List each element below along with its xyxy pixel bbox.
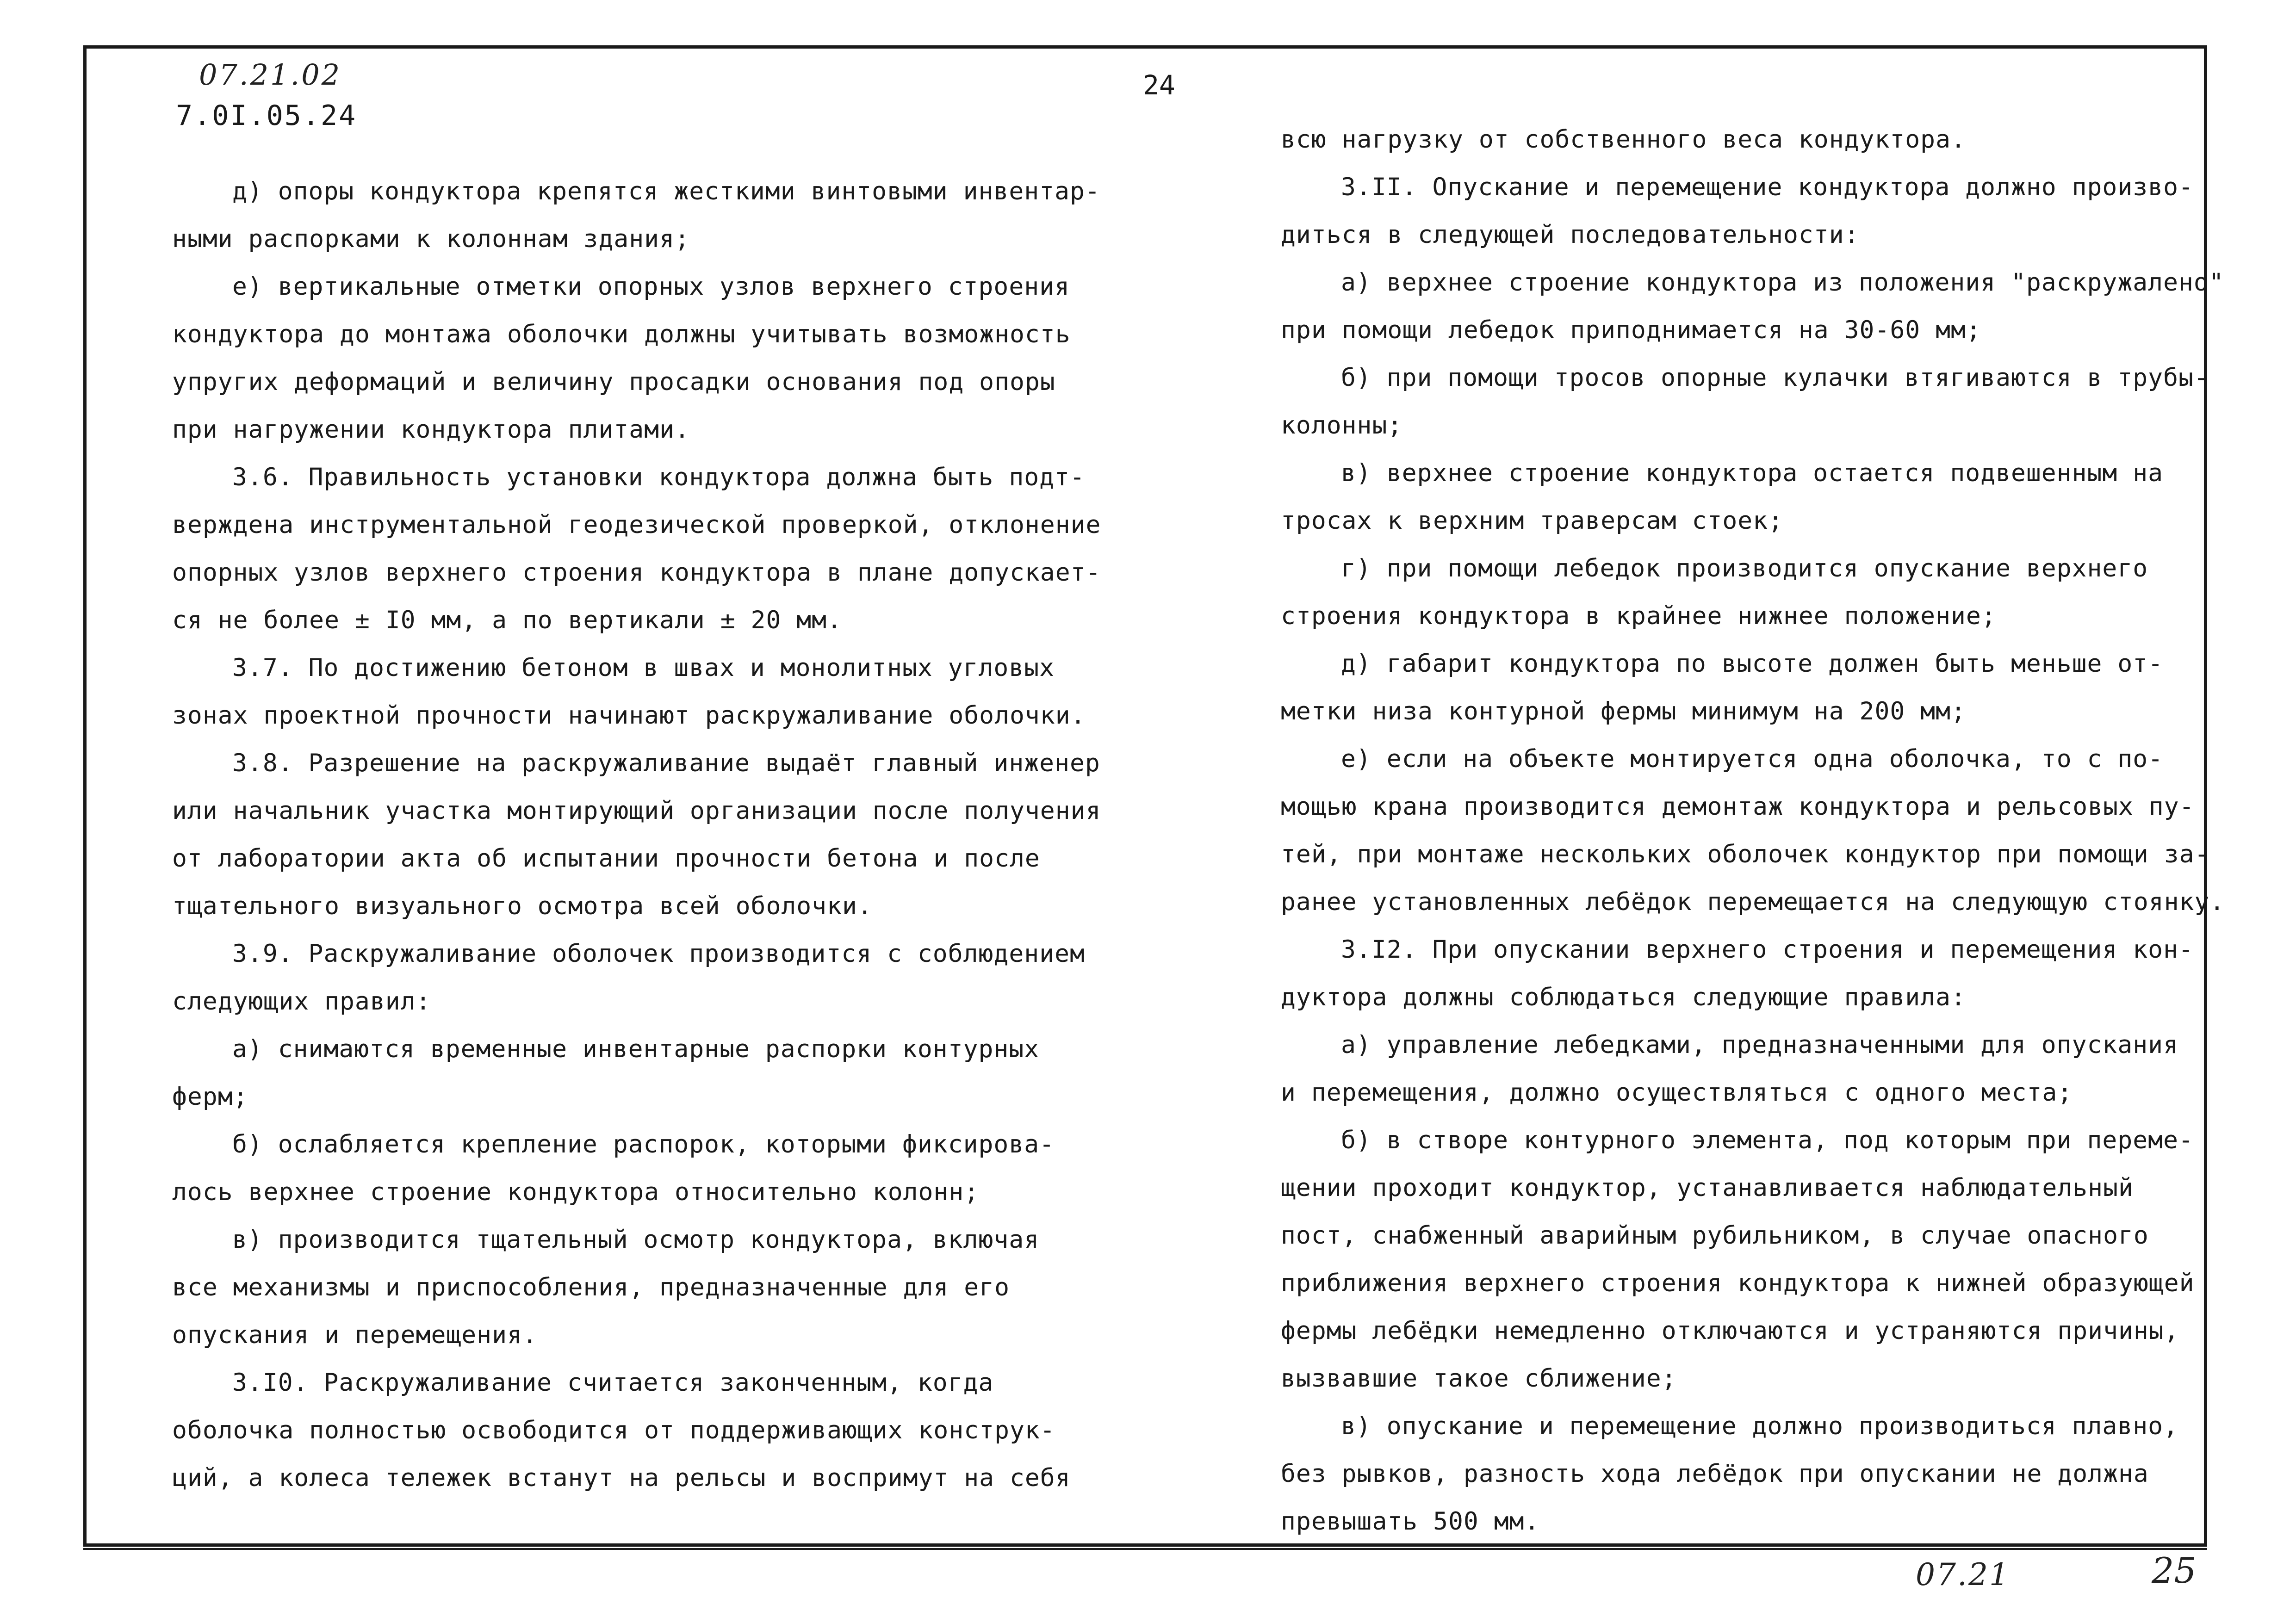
text-line: упругих деформаций и величину просадки основания под опоры: [172, 368, 1055, 396]
text-line: пост, снабженный аварийным рубильником, в случае опасного: [1281, 1221, 2149, 1250]
left-text-column: [172, 167, 1101, 1502]
text-line: в) опускание и перемещение должно производиться плавно,: [1341, 1412, 2178, 1440]
text-line: в) производится тщательный осмотр кондуктора, включая: [232, 1226, 1040, 1254]
text-line: ранее установленных лебёдок перемещается на следующую стоянку.: [1281, 888, 2225, 916]
text-line: строения кондуктора в крайнее нижнее положение;: [1281, 602, 1997, 630]
text-line: или начальник участка монтирующий организации после получения: [172, 797, 1101, 825]
text-line: е) вертикальные отметки опорных узлов верхнего строения: [232, 273, 1070, 301]
text-line: а) управление лебедками, предназначенными для опускания: [1341, 1031, 2178, 1059]
text-line: лось верхнее строение кондуктора относительно колонн;: [172, 1178, 980, 1206]
text-line: превышать 500 мм.: [1281, 1507, 1540, 1536]
text-line: ными распорками к колоннам здания;: [172, 225, 690, 253]
text-line: кондуктора до монтажа оболочки должны учитывать возможность: [172, 320, 1071, 348]
text-line: от лаборатории акта об испытании прочности бетона и после: [172, 844, 1040, 873]
text-line: всю нагрузку от собственного веса кондуктора.: [1281, 125, 1966, 154]
right-text-column: [1281, 116, 2225, 1545]
text-line: при нагружении кондуктора плитами.: [172, 415, 690, 444]
text-line: вызвавшие такое сближение;: [1281, 1364, 1677, 1393]
text-line: опорных узлов верхнего строения кондуктора в плане допускает-: [172, 558, 1101, 587]
text-line: оболочка полностью освободится от поддерживающих конструк-: [172, 1416, 1055, 1444]
text-line: мощью крана производится демонтаж кондуктора и рельсовых пу-: [1281, 793, 2195, 821]
text-line: тей, при монтаже нескольких оболочек кондуктор при помощи за-: [1281, 840, 2210, 868]
text-line: 3.9. Раскружаливание оболочек производится с соблюдением: [232, 940, 1085, 968]
text-line: следующих правил:: [172, 987, 431, 1016]
text-line: 3.6. Правильность установки кондуктора должна быть подт-: [232, 463, 1085, 491]
text-line: ферм;: [172, 1083, 248, 1111]
text-line: опускания и перемещения.: [172, 1321, 538, 1349]
text-line: приближения верхнего строения кондуктора к нижней образующей: [1281, 1269, 2195, 1297]
handwritten-page-number: 25: [2152, 1550, 2197, 1591]
text-line: д) габарит кондуктора по высоте должен быть меньше от-: [1341, 650, 2164, 678]
text-line: тщательного визуального осмотра всей оболочки.: [172, 892, 873, 920]
text-line: д) опоры кондуктора крепятся жесткими винтовыми инвентар-: [232, 177, 1100, 205]
text-line: фермы лебёдки немедленно отключаются и устраняются причины,: [1281, 1317, 2179, 1345]
text-line: метки низа контурной фермы минимум на 200 мм;: [1281, 697, 1966, 725]
text-line: а) снимаются временные инвентарные распорки контурных: [232, 1035, 1040, 1063]
text-line: колонны;: [1281, 411, 1403, 440]
text-line: е) если на объекте монтируется одна оболочка, то с по-: [1341, 745, 2164, 773]
text-line: тросах к верхним траверсам стоек;: [1281, 507, 1783, 535]
text-line: в) верхнее строение кондуктора остается подвешенным на: [1341, 459, 2164, 487]
text-line: 3.I0. Раскружаливание считается законченным, когда: [232, 1369, 994, 1397]
text-line: б) ослабляется крепление распорок, которыми фиксирова-: [232, 1130, 1055, 1158]
text-line: дуктора должны соблюдаться следующие правила:: [1281, 983, 1966, 1011]
handwritten-footer-code: 07.21: [1916, 1557, 2010, 1592]
text-line: 3.II. Опускание и перемещение кондуктора должно произво-: [1341, 173, 2194, 201]
text-line: а) верхнее строение кондуктора из положения "раскружалено": [1341, 268, 2224, 297]
text-line: ций, а колеса тележек встанут на рельсы и воспримут на себя: [172, 1464, 1071, 1492]
text-line: зонах проектной прочности начинают раскружаливание оболочки.: [172, 701, 1086, 730]
text-line: при помощи лебедок приподнимается на 30-60 мм;: [1281, 316, 1981, 344]
text-line: диться в следующей последовательности:: [1281, 221, 1860, 249]
text-line: все механизмы и приспособления, предназначенные для его: [172, 1273, 1010, 1301]
text-line: верждена инструментальной геодезической проверкой, отклонение: [172, 511, 1101, 539]
text-line: 3.7. По достижению бетоном в швах и монолитных угловых: [232, 654, 1055, 682]
page-number: 24: [1143, 69, 1175, 101]
text-line: б) в створе контурного элемента, под которым при переме-: [1341, 1126, 2194, 1154]
text-line: г) при помощи лебедок производится опускание верхнего: [1341, 554, 2148, 582]
text-line: 3.8. Разрешение на раскружаливание выдаёт главный инженер: [232, 749, 1100, 777]
text-line: щении проходит кондуктор, устанавливается наблюдательный: [1281, 1174, 2134, 1202]
text-line: и перемещения, должно осуществляться с одного места;: [1281, 1078, 2073, 1107]
text-line: б) при помощи тросов опорные кулачки втягиваются в трубы-: [1341, 364, 2209, 392]
text-line: 3.I2. При опускании верхнего строения и перемещения кон-: [1341, 935, 2194, 964]
handwritten-document-code: 07.21.02: [199, 58, 342, 92]
text-line: ся не более ± I0 мм, а по вертикали ± 20 мм.: [172, 606, 842, 634]
text-line: без рывков, разность хода лебёдок при опускании не должна: [1281, 1460, 2149, 1488]
document-code: 7.0I.05.24: [176, 99, 357, 132]
